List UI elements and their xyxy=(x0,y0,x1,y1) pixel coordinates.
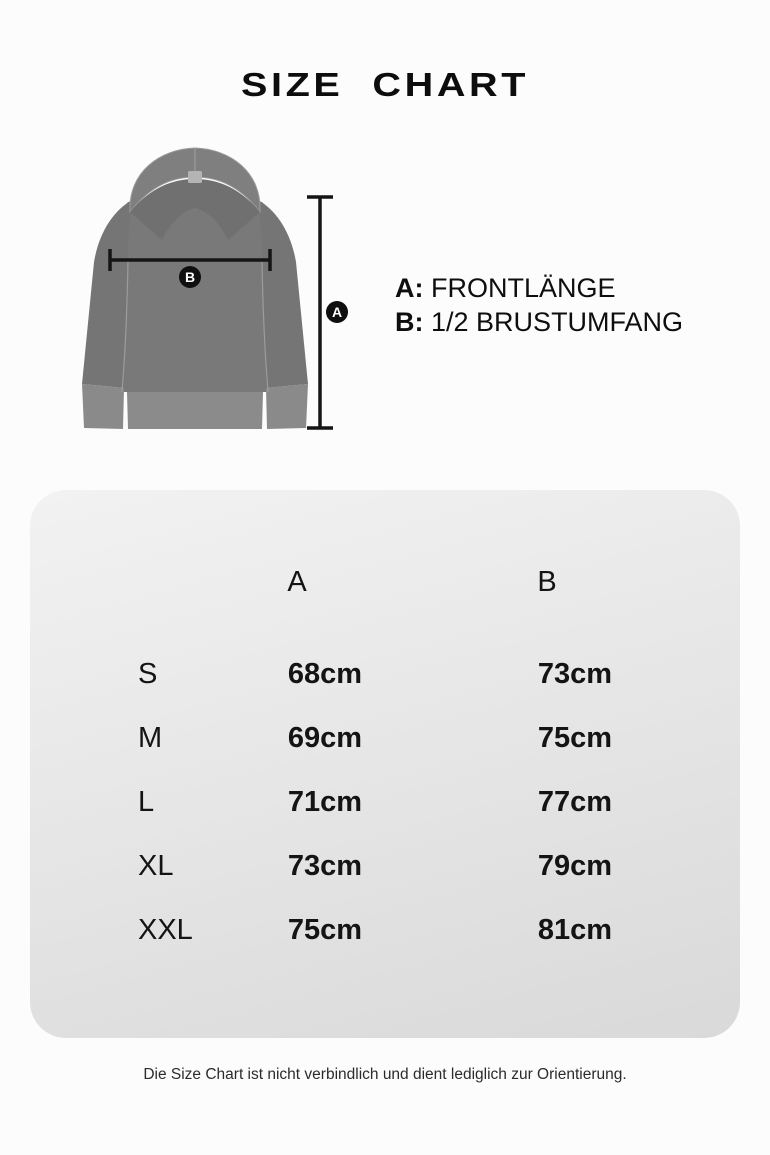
hoodie-diagram xyxy=(70,140,360,440)
table-row-xxl xyxy=(30,898,740,962)
hoodie-illustration xyxy=(70,140,360,440)
value-a: 71cm xyxy=(287,785,363,818)
table-row-m xyxy=(30,706,740,770)
hoodie-body xyxy=(122,202,268,392)
hoodie-right-cuff xyxy=(266,384,308,429)
value-a: 68cm xyxy=(287,657,363,690)
measure-b-badge: B xyxy=(179,266,201,288)
hoodie-neck-label xyxy=(188,171,202,183)
hoodie-hem xyxy=(127,392,263,429)
page-title-text: SIZE CHART xyxy=(241,66,529,104)
legend-b-label: 1/2 BRUSTUMFANG xyxy=(431,307,684,337)
size-label: XXL xyxy=(138,913,193,946)
table-row-s xyxy=(30,642,740,706)
legend-a-label: FRONTLÄNGE xyxy=(431,273,616,303)
table-header-row xyxy=(30,562,740,602)
legend-a-key: A: xyxy=(395,273,424,303)
size-table xyxy=(30,490,740,962)
value-b: 73cm xyxy=(537,657,613,690)
value-b: 77cm xyxy=(537,785,613,818)
measure-a-badge: A xyxy=(326,301,348,323)
value-b: 75cm xyxy=(537,721,613,754)
hoodie-left-cuff xyxy=(82,384,124,429)
value-b: 79cm xyxy=(537,849,613,882)
table-row-l xyxy=(30,770,740,834)
legend-line-a xyxy=(395,271,683,305)
column-header-b: B xyxy=(537,565,557,598)
disclaimer-text: Die Size Chart ist nicht verbindlich und dient lediglich zur Orientierung. xyxy=(143,1066,627,1083)
size-label: S xyxy=(138,657,158,690)
size-label: XL xyxy=(138,849,174,882)
size-table-card xyxy=(30,490,740,1038)
value-a: 75cm xyxy=(287,913,363,946)
value-b: 81cm xyxy=(537,913,613,946)
value-a: 69cm xyxy=(287,721,363,754)
legend-b-key: B: xyxy=(395,307,424,337)
column-header-a: A xyxy=(287,565,307,598)
size-label: L xyxy=(138,785,155,818)
size-label: M xyxy=(138,721,163,754)
value-a: 73cm xyxy=(287,849,363,882)
page-title xyxy=(0,66,770,104)
table-row-xl xyxy=(30,834,740,898)
legend-line-b xyxy=(395,305,683,339)
measurement-legend xyxy=(395,271,683,339)
